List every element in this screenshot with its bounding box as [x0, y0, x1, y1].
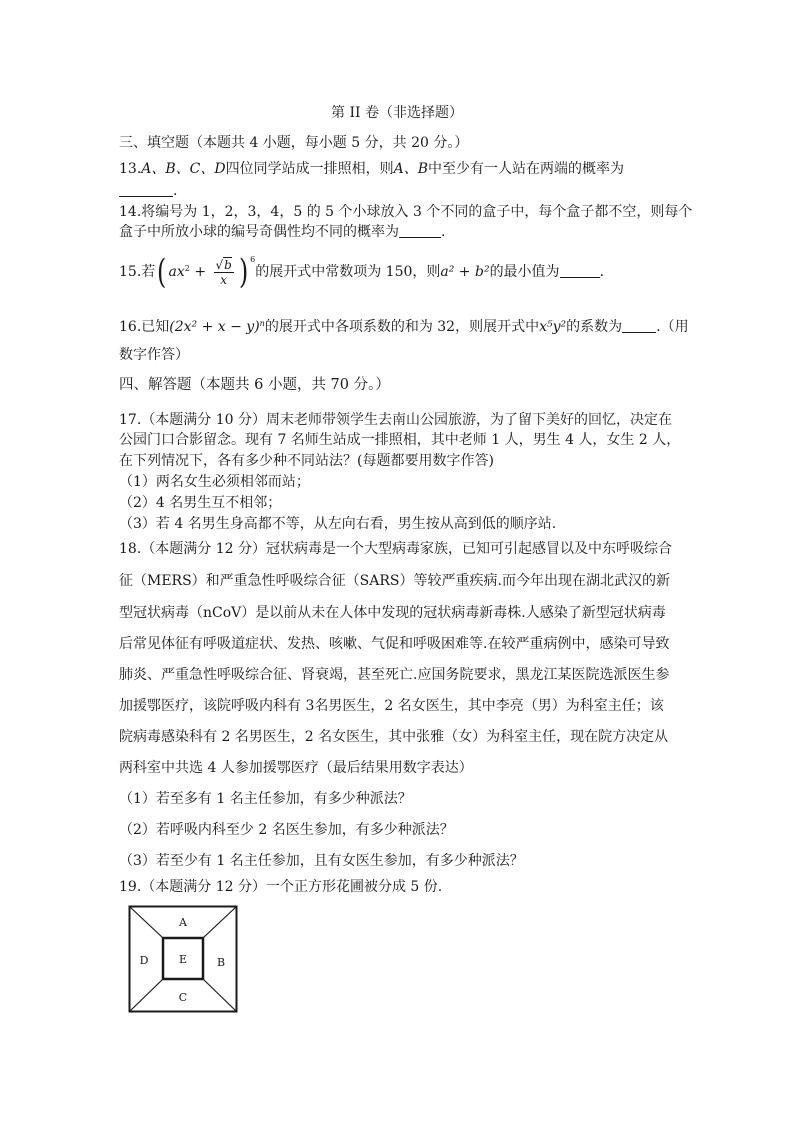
diagonal-bl — [130, 979, 164, 1012]
q18-subquestion-2: （2）若呼吸内科至少 2 名医生参加，有多少种派法？ — [119, 822, 454, 838]
region-label-c: C — [178, 991, 188, 1004]
q15-right-paren: ) — [238, 252, 249, 292]
section-title: 第 II 卷（非选择题） — [331, 105, 463, 121]
q15-plus: + — [194, 264, 207, 280]
q16-text1: 的展开式中各项系数的和为 32，则展开式中 — [264, 319, 540, 335]
region-label-a: A — [179, 916, 187, 929]
q13-answer-line — [119, 182, 177, 200]
q15-left-paren: ( — [157, 252, 167, 292]
q18-line: 征（MERS）和严重急性呼吸综合征（SARS）等较严重疾病.而今年出现在湖北武汉的新 — [119, 573, 670, 589]
question-16 — [119, 318, 689, 336]
region-label-b: B — [216, 956, 226, 969]
q18-line: 型冠状病毒（nCoV）是以前从未在人体中发现的冠状病毒新毒株.人感染了新型冠状病毒 — [119, 605, 666, 621]
question-15 — [119, 254, 604, 290]
question-13 — [119, 160, 624, 178]
q16-term: x⁵y² — [539, 319, 567, 335]
q17-line: （3）若 4 名男生身高都不等，从左向右看，男生按从高到低的顺序站. — [119, 516, 557, 532]
q16-expr: (2x² + x − y) — [169, 319, 260, 335]
q15-term1: ax — [168, 264, 185, 280]
q15-expr: a² + b² — [440, 264, 490, 280]
q13-answer-blank[interactable] — [119, 183, 173, 197]
q18-line: 18.（本题满分 12 分）冠状病毒是一个大型病毒家族，已知可引起感冒以及中东呼吸综合 — [119, 541, 672, 557]
q16-answer-blank[interactable] — [622, 319, 656, 333]
q18-line: 院病毒感染科有 2 名男医生，2 名女医生，其中张雅（女）为科室主任，现在院方决定从 — [119, 729, 669, 745]
q14-line2 — [119, 223, 445, 241]
q16-exponent: n — [259, 319, 265, 328]
q15-numerator: b — [224, 257, 232, 272]
q18-subquestion-3: （3）若至少有 1 名主任参加，且有女医生参加，有多少种派法？ — [119, 853, 524, 869]
q16-tail: .（用 — [656, 319, 689, 335]
q18-line: 两科室中共选 4 人参加援鄂医疗（最后结果用数字表达） — [119, 760, 473, 776]
q15-inner-exponent: 2 — [184, 264, 190, 273]
q13-text1: 四位同学站成一排照相，则 — [225, 161, 394, 177]
q17-line: 在下列情况下，各有多少种不同站法？(每题都要用数字作答) — [119, 453, 494, 469]
q13-prefix: 13. — [119, 161, 142, 177]
q13-vars2: A、B — [393, 161, 429, 177]
region-label-d: D — [139, 954, 149, 967]
q14-tail: . — [441, 224, 446, 240]
q18-line: 后常见体征有呼吸道症状、发热、咳嗽、气促和呼吸困难等.在较严重病例中，感染可导致 — [119, 636, 670, 652]
q15-answer-blank[interactable] — [560, 264, 600, 278]
garden-diagram — [128, 905, 238, 1013]
q13-vars1: A、B、C、D — [141, 161, 226, 177]
q14-text: 盒子中所放小球的编号奇偶性均不同的概率为 — [119, 224, 399, 240]
q15-tail: . — [599, 264, 605, 280]
q15-denominator: x — [220, 272, 228, 287]
diagonal-tr — [203, 907, 237, 939]
q15-text1: 的展开式中常数项为 150，则 — [255, 264, 441, 280]
q15-prefix: 15.若 — [119, 264, 156, 280]
q16-text2: 的系数为 — [566, 319, 623, 335]
section3-header: 三、填空题（本题共 4 小题，每小题 5 分，共 20 分。） — [119, 135, 469, 151]
region-label-e: E — [178, 953, 188, 966]
q17-line: （2）4 名男生互不相邻； — [119, 495, 282, 511]
diagonal-tl — [130, 907, 164, 939]
q18-subquestion-1: （1）若至多有 1 名主任参加，有多少种派法？ — [119, 791, 412, 807]
q17-line: （1）两名女生必须相邻而站； — [119, 474, 310, 490]
q15-fraction: $\frac{√b}{x}$ — [215, 257, 232, 287]
q14-answer-blank[interactable] — [399, 224, 441, 238]
q17-line: 17.（本题满分 10 分）周末老师带领学生去南山公园旅游，为了留下美好的回忆，决定在 — [119, 412, 672, 428]
diagonal-br — [203, 979, 237, 1012]
q15-outer-exponent: 6 — [250, 255, 256, 264]
q18-line: 肺炎、严重急性呼吸综合征、肾衰竭，甚至死亡.应国务院要求，黑龙江某医院选派医生参 — [119, 667, 670, 683]
q13-text2: 中至少有一人站在两端的概率为 — [428, 161, 625, 177]
q18-line: 加援鄂医疗，该院呼吸内科有 3名男医生，2 名女医生，其中李亮（男）为科室主任；该 — [119, 698, 664, 714]
q16-line2: 数字作答） — [119, 347, 189, 363]
q19-line: 19.（本题满分 12 分）一个正方形花圃被分成 5 份. — [119, 879, 443, 895]
q16-prefix: 16.已知 — [119, 319, 170, 335]
q15-text2: 的最小值为 — [489, 264, 560, 280]
section4-header: 四、解答题（本题共 6 小题，共 70 分。） — [119, 377, 390, 393]
q14-line1: 14.将编号为 1，2，3，4，5 的 5 个小球放入 3 个不同的盒子中，每个盒子都不空，则每个 — [119, 204, 693, 220]
q13-tail: . — [173, 183, 178, 199]
q17-line: 公园门口合影留念。现有 7 名师生站成一排照相，其中老师 1 人，男生 4 人，女生 2 人， — [119, 432, 681, 448]
